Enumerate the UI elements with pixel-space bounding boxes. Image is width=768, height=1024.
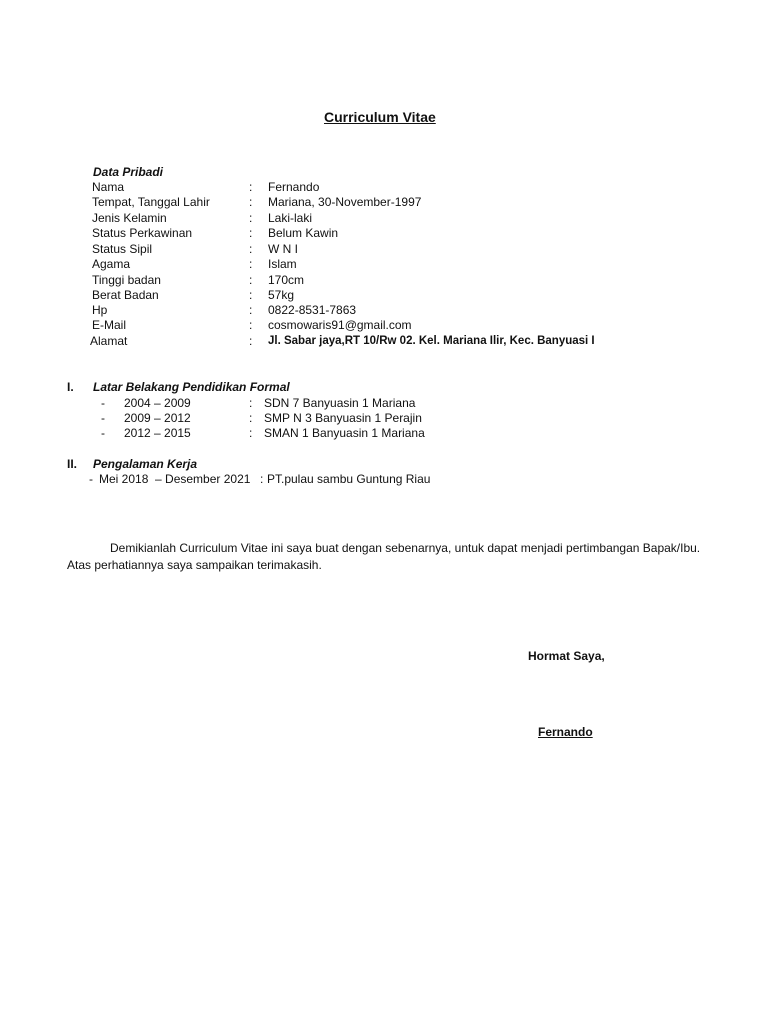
- personal-separator: :: [249, 195, 253, 209]
- personal-label: Nama: [92, 180, 125, 194]
- closing-paragraph-text: Demikianlah Curriculum Vitae ini saya buat dengan sebenarnya, untuk dapat menjadi pertimbangan Bapak/Ibu. Atas perhatiannya saya sampaikan terimakasih.: [67, 541, 701, 572]
- personal-label: Alamat: [90, 334, 128, 348]
- personal-label: Hp: [92, 303, 108, 317]
- personal-label: Agama: [92, 257, 131, 271]
- personal-value: Laki-laki: [268, 211, 313, 225]
- personal-separator: :: [249, 288, 253, 302]
- personal-label: E-Mail: [92, 318, 127, 332]
- education-period: 2004 – 2009: [124, 396, 191, 410]
- personal-value: Belum Kawin: [268, 226, 339, 240]
- personal-value: 0822-8531-7863: [268, 303, 357, 317]
- education-numeral: I.: [67, 380, 74, 394]
- education-dash: -: [101, 411, 105, 425]
- personal-separator: :: [249, 273, 253, 287]
- education-school: SMAN 1 Banyuasin 1 Mariana: [264, 426, 425, 440]
- experience-separator: :: [260, 472, 264, 486]
- personal-value: 170cm: [268, 273, 305, 287]
- personal-separator: :: [249, 334, 253, 348]
- experience-dash: -: [89, 472, 93, 486]
- education-dash: -: [101, 426, 105, 440]
- address-value: Jl. Sabar jaya,RT 10/Rw 02. Kel. Mariana Ilir, Kec. Banyuasi I: [268, 335, 595, 347]
- personal-separator: :: [249, 257, 253, 271]
- education-separator: :: [249, 396, 253, 410]
- personal-separator: :: [249, 303, 253, 317]
- personal-value: Fernando: [268, 180, 320, 194]
- personal-separator: :: [249, 211, 253, 225]
- personal-data-heading: Data Pribadi: [93, 165, 164, 179]
- personal-label: Jenis Kelamin: [92, 211, 167, 225]
- personal-separator: :: [249, 318, 253, 332]
- personal-label: Status Perkawinan: [92, 226, 193, 240]
- education-dash: -: [101, 396, 105, 410]
- personal-label: Berat Badan: [92, 288, 159, 302]
- experience-period: Mei 2018 – Desember 2021: [99, 472, 251, 486]
- personal-separator: :: [249, 180, 253, 194]
- education-period: 2012 – 2015: [124, 426, 191, 440]
- regards-text: Hormat Saya,: [528, 649, 605, 663]
- experience-heading: Pengalaman Kerja: [93, 457, 198, 471]
- signature-name: Fernando: [538, 725, 593, 739]
- education-school: SDN 7 Banyuasin 1 Mariana: [264, 396, 416, 410]
- personal-value: Mariana, 30-November-1997: [268, 195, 422, 209]
- personal-label: Tempat, Tanggal Lahir: [92, 195, 210, 209]
- education-separator: :: [249, 411, 253, 425]
- experience-numeral: II.: [67, 457, 78, 471]
- experience-company: PT.pulau sambu Guntung Riau: [267, 472, 431, 486]
- email-value: cosmowaris91@gmail.com: [268, 318, 412, 332]
- personal-value: 57kg: [268, 288, 295, 302]
- personal-value: W N I: [268, 242, 298, 256]
- closing-paragraph: [67, 540, 707, 574]
- personal-separator: :: [249, 242, 253, 256]
- personal-label: Tinggi badan: [92, 273, 161, 287]
- education-separator: :: [249, 426, 253, 440]
- personal-label: Status Sipil: [92, 242, 153, 256]
- document-title: Curriculum Vitae: [324, 109, 436, 125]
- education-heading: Latar Belakang Pendidikan Formal: [93, 380, 290, 394]
- personal-value: Islam: [268, 257, 297, 271]
- education-period: 2009 – 2012: [124, 411, 191, 425]
- education-school: SMP N 3 Banyuasin 1 Perajin: [264, 411, 422, 425]
- personal-separator: :: [249, 226, 253, 240]
